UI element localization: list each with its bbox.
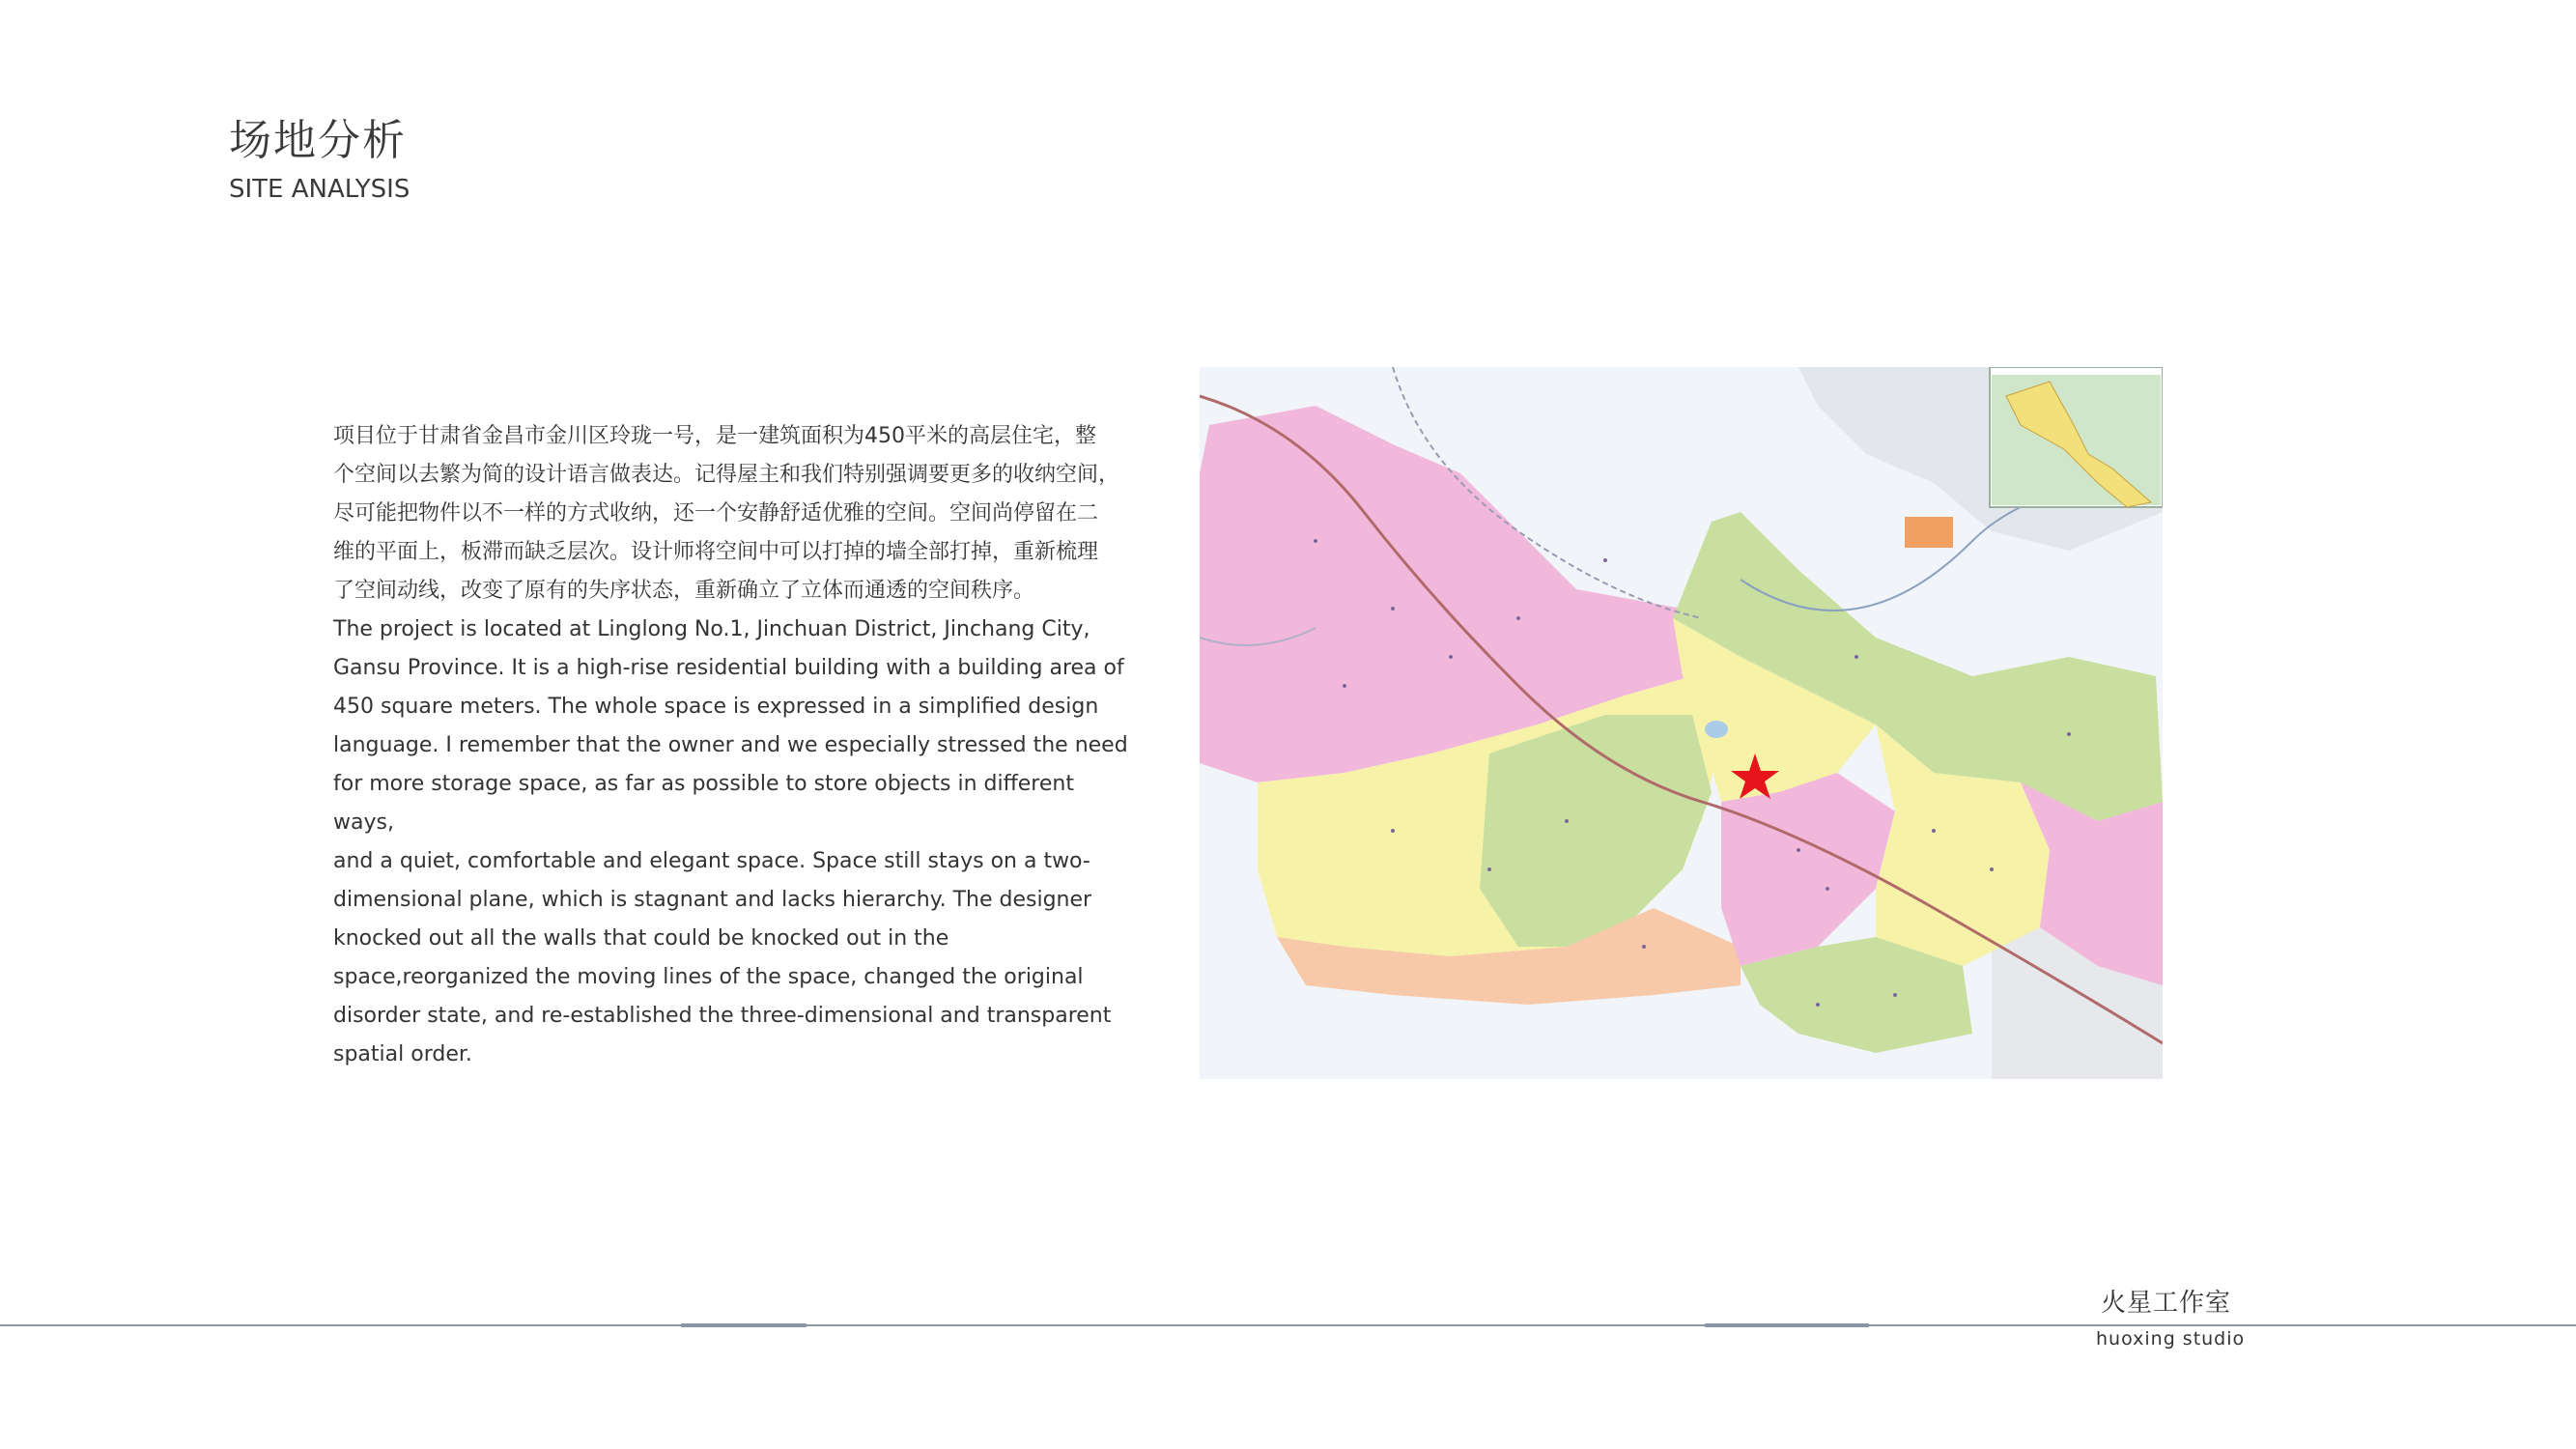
site-map (1200, 367, 2163, 1079)
studio-name-en: huoxing studio (2096, 1328, 2246, 1350)
map-lake (1705, 721, 1728, 738)
en-line: The project is located at Linglong No.1, Jinchuan District, Jinchang City, (333, 617, 1090, 641)
cn-line: 了空间动线，改变了原有的失序状态，重新确立了立体而通透的空间秩序。 (333, 579, 1035, 603)
title-block (229, 114, 410, 207)
footer-accent (1705, 1323, 1869, 1327)
en-line: for more storage space, as far as possible to store objects in different ways, (333, 772, 1074, 835)
footer-accent (681, 1323, 807, 1327)
en-line: Gansu Province. It is a high-rise residential building with a building area of (333, 656, 1124, 680)
description-text (333, 417, 1135, 1074)
studio-name-cn: 火星工作室 (2101, 1289, 2232, 1318)
map-town-block (1905, 517, 1953, 548)
en-line: knocked out all the walls that could be knocked out in the (333, 926, 949, 951)
cn-line: 项目位于甘肃省金昌市金川区玲珑一号，是一建筑面积为450平米的高层住宅，整 (333, 424, 1096, 448)
en-line: and a quiet, comfortable and elegant space. Space still stays on a two- (333, 849, 1090, 873)
cn-line: 个空间以去繁为简的设计语言做表达。记得屋主和我们特别强调要更多的收纳空间， (333, 463, 1120, 487)
page-subtitle: SITE ANALYSIS (229, 175, 410, 204)
page-title: 场地分析 (229, 116, 407, 165)
en-line: dimensional plane, which is stagnant and lacks hierarchy. The designer (333, 888, 1092, 912)
cn-line: 尽可能把物件以不一样的方式收纳，还一个安静舒适优雅的空间。空间尚停留在二 (333, 501, 1099, 526)
cn-line: 维的平面上，板滞而缺乏层次。设计师将空间中可以打掉的墙全部打掉，重新梳理 (333, 540, 1099, 564)
en-line: language. I remember that the owner and we especially stressed the need (333, 733, 1128, 757)
en-line: disorder state, and re-established the three-dimensional and transparent (333, 1004, 1112, 1028)
en-line: space,reorganized the moving lines of the space, changed the original (333, 965, 1084, 989)
en-line: 450 square meters. The whole space is expressed in a simplified design (333, 695, 1099, 719)
footer-divider (0, 1324, 2576, 1326)
en-line: spatial order. (333, 1042, 472, 1066)
